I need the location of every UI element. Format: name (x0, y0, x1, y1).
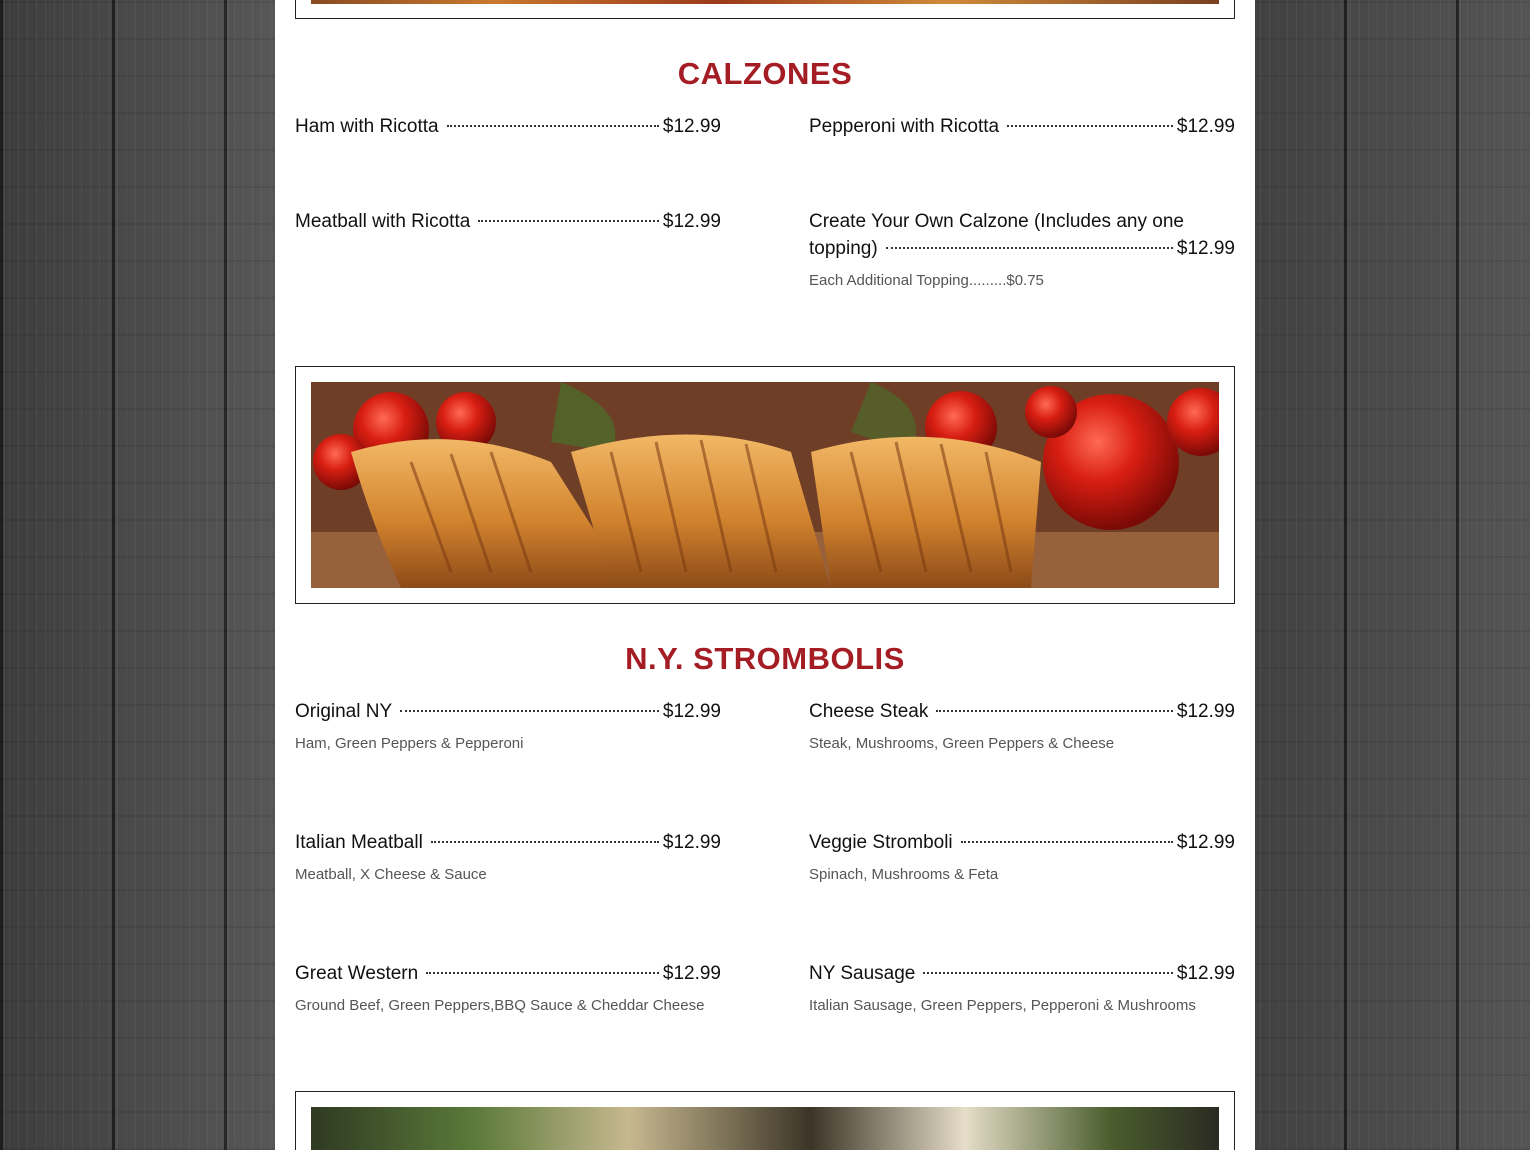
item-name: Veggie Stromboli (809, 832, 953, 853)
item-price: $12.99 (662, 963, 721, 984)
dot-leader (478, 220, 659, 222)
item-name: Original NY (295, 701, 393, 722)
item-name: NY Sausage (809, 963, 916, 984)
item-price: $12.99 (1176, 963, 1235, 984)
stromboli-photo (311, 382, 1219, 588)
menu-item (809, 698, 1235, 753)
item-description: Ham, Green Peppers & Pepperoni (295, 735, 524, 752)
item-price: $12.99 (1176, 701, 1235, 722)
item-name: Pepperoni with Ricotta (809, 116, 1000, 137)
dot-leader (923, 972, 1173, 974)
item-description: Meatball, X Cheese & Sauce (295, 866, 487, 883)
item-price: $12.99 (662, 832, 721, 853)
item-name: Great Western (295, 963, 419, 984)
item-name: Cheese Steak (809, 701, 929, 722)
stromboli-illustration (311, 382, 1219, 588)
dot-leader (431, 841, 659, 843)
item-description: Ground Beef, Green Peppers,BBQ Sauce & Cheddar Cheese (295, 997, 705, 1014)
menu-item (809, 208, 1235, 290)
item-price: $12.99 (1176, 238, 1235, 259)
item-description: Spinach, Mushrooms & Feta (809, 866, 999, 883)
dot-leader (936, 710, 1173, 712)
item-price: $12.99 (1176, 832, 1235, 853)
menu-item (809, 829, 1235, 884)
dot-leader (961, 841, 1173, 843)
item-description: Italian Sausage, Green Peppers, Pepperoni & Mushrooms (809, 997, 1196, 1014)
dot-leader (400, 710, 659, 712)
menu-page (275, 0, 1255, 1150)
item-description: Steak, Mushrooms, Green Peppers & Cheese (809, 735, 1115, 752)
strombolis-heading: N.Y. STROMBOLIS (625, 641, 905, 676)
menu-item (295, 208, 721, 235)
item-name-continued: topping) (809, 238, 878, 259)
item-price: $12.99 (662, 701, 721, 722)
salad-photo (311, 1107, 1219, 1150)
dot-leader (886, 247, 1173, 249)
item-price: $12.99 (662, 116, 721, 137)
item-name: Meatball with Ricotta (295, 211, 471, 232)
dot-leader (426, 972, 659, 974)
banner-image-frame-top (295, 0, 1235, 19)
item-name: Ham with Ricotta (295, 116, 439, 137)
stromboli-image-frame (295, 366, 1235, 604)
item-price: $12.99 (1176, 116, 1235, 137)
menu-item (295, 698, 721, 753)
dot-leader (1007, 125, 1173, 127)
pizza-banner-image (311, 0, 1219, 4)
dot-leader (447, 125, 659, 127)
item-description: Each Additional Topping.........$0.75 (809, 272, 1044, 289)
menu-item (809, 960, 1235, 1015)
salad-image-frame (295, 1091, 1235, 1150)
calzones-heading: CALZONES (677, 56, 853, 91)
item-name: Create Your Own Calzone (Includes any one (809, 211, 1184, 232)
item-price: $12.99 (662, 211, 721, 232)
menu-item (295, 113, 721, 140)
item-name: Italian Meatball (295, 832, 423, 853)
menu-item (809, 113, 1235, 140)
menu-item (295, 960, 721, 1015)
menu-item (295, 829, 721, 884)
